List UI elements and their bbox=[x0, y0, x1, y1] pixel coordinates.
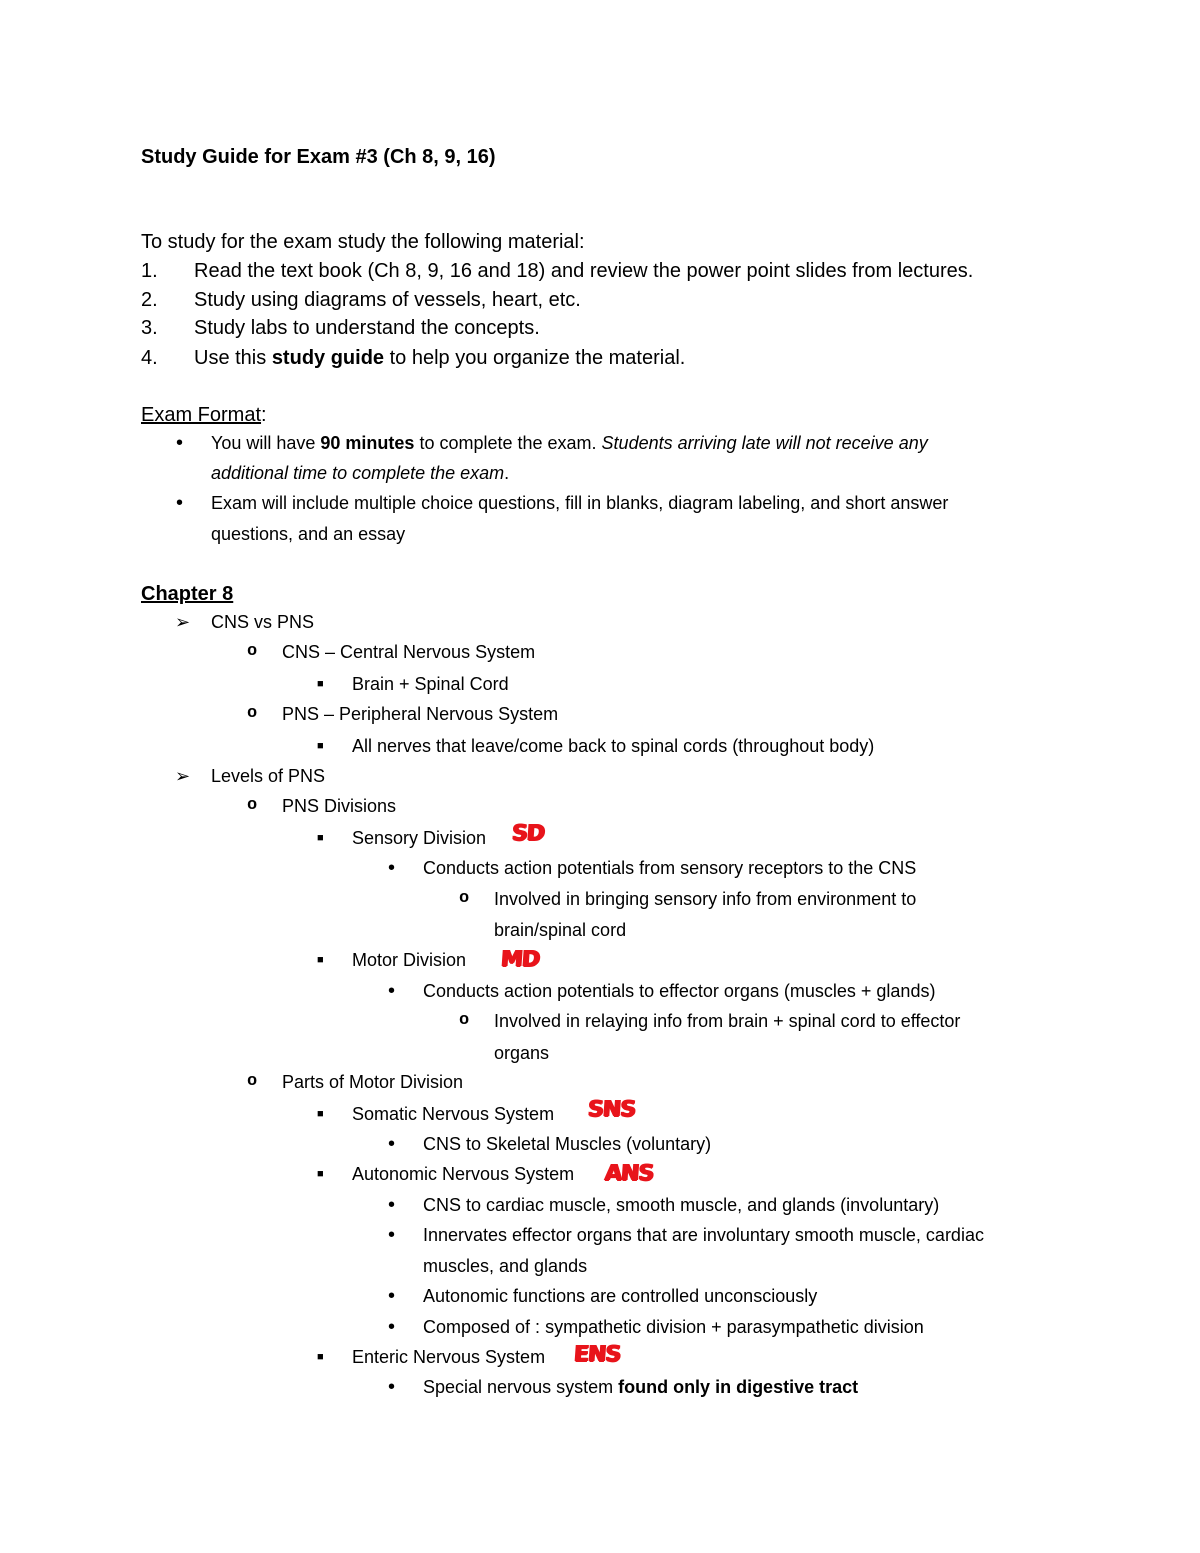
outline-item: Involved in bringing sensory info from environment to bbox=[494, 889, 917, 909]
bullet-dot-icon: • bbox=[388, 1194, 396, 1216]
outline-item: Enteric Nervous System bbox=[352, 1347, 546, 1367]
bullet-dot-icon: • bbox=[176, 432, 184, 454]
circle-bullet-icon: o bbox=[247, 796, 258, 815]
circle-bullet-icon: o bbox=[247, 704, 258, 723]
square-bullet-icon: ■ bbox=[317, 678, 324, 690]
page-title: Study Guide for Exam #3 (Ch 8, 9, 16) bbox=[141, 146, 496, 168]
square-bullet-icon: ■ bbox=[317, 1168, 324, 1180]
outline-item: Brain + Spinal Cord bbox=[352, 674, 509, 694]
exam-format-item: You will have 90 minutes to complete the exam. Students arriving late will not receive any bbox=[211, 433, 928, 453]
outline-item: All nerves that leave/come back to spinal cords (throughout body) bbox=[352, 736, 875, 756]
step-number: 4. bbox=[141, 347, 158, 369]
exam-format-item-cont: questions, and an essay bbox=[211, 524, 406, 544]
bullet-dot-icon: • bbox=[388, 980, 396, 1002]
outline-item: Levels of PNS bbox=[211, 766, 326, 786]
outline-item: Autonomic Nervous System bbox=[352, 1164, 575, 1184]
bullet-dot-icon: • bbox=[388, 1285, 396, 1307]
arrow-bullet-icon: ➢ bbox=[175, 612, 191, 632]
intro-text: To study for the exam study the following material: bbox=[141, 231, 585, 253]
step-text: Read the text book (Ch 8, 9, 16 and 18) and review the power point slides from lectures. bbox=[194, 260, 974, 282]
step-number: 2. bbox=[141, 289, 158, 311]
outline-item: Somatic Nervous System bbox=[352, 1104, 555, 1124]
bullet-dot-icon: • bbox=[388, 1133, 396, 1155]
outline-item: Special nervous system found only in digestive tract bbox=[423, 1377, 859, 1397]
chapter-heading: Chapter 8 bbox=[141, 583, 234, 605]
bullet-dot-icon: • bbox=[388, 1376, 396, 1398]
handwritten-annotation: MD bbox=[500, 947, 541, 972]
circle-bullet-icon: o bbox=[459, 1011, 470, 1030]
outline-item: Autonomic functions are controlled unconsciously bbox=[423, 1286, 818, 1306]
outline-item: PNS – Peripheral Nervous System bbox=[282, 704, 559, 724]
outline-item: Conducts action potentials from sensory receptors to the CNS bbox=[423, 858, 917, 878]
circle-bullet-icon: o bbox=[247, 642, 258, 661]
outline-item: Involved in relaying info from brain + spinal cord to effector bbox=[494, 1011, 961, 1031]
outline-item: CNS to cardiac muscle, smooth muscle, and glands (involuntary) bbox=[423, 1195, 940, 1215]
handwritten-annotation: SD bbox=[511, 821, 546, 846]
outline-item: Sensory Division bbox=[352, 828, 487, 848]
outline-item: CNS – Central Nervous System bbox=[282, 642, 536, 662]
arrow-bullet-icon: ➢ bbox=[175, 766, 191, 786]
square-bullet-icon: ■ bbox=[317, 954, 324, 966]
outline-item: Composed of : sympathetic division + parasympathetic division bbox=[423, 1317, 924, 1337]
bullet-dot-icon: • bbox=[388, 857, 396, 879]
step-text: Study labs to understand the concepts. bbox=[194, 317, 540, 339]
outline-item: Motor Division bbox=[352, 950, 467, 970]
circle-bullet-icon: o bbox=[247, 1072, 258, 1091]
exam-format-heading: Exam Format: bbox=[141, 404, 267, 426]
handwritten-annotation: ANS bbox=[604, 1161, 655, 1186]
outline-item: Conducts action potentials to effector organs (muscles + glands) bbox=[423, 981, 936, 1001]
handwritten-annotation: SNS bbox=[587, 1097, 637, 1122]
circle-bullet-icon: o bbox=[459, 889, 470, 908]
outline-item: CNS to Skeletal Muscles (voluntary) bbox=[423, 1134, 712, 1154]
square-bullet-icon: ■ bbox=[317, 1108, 324, 1120]
outline-item: Parts of Motor Division bbox=[282, 1072, 464, 1092]
outline-item: CNS vs PNS bbox=[211, 612, 315, 632]
bullet-dot-icon: • bbox=[176, 492, 184, 514]
handwritten-annotation: ENS bbox=[573, 1342, 622, 1367]
exam-format-item: Exam will include multiple choice questions, fill in blanks, diagram labeling, and short answer bbox=[211, 493, 949, 513]
step-number: 3. bbox=[141, 317, 158, 339]
square-bullet-icon: ■ bbox=[317, 832, 324, 844]
step-text: Use this study guide to help you organize the material. bbox=[194, 347, 686, 369]
outline-item-cont: organs bbox=[494, 1043, 550, 1063]
bullet-dot-icon: • bbox=[388, 1316, 396, 1338]
square-bullet-icon: ■ bbox=[317, 1351, 324, 1363]
square-bullet-icon: ■ bbox=[317, 740, 324, 752]
bullet-dot-icon: • bbox=[388, 1224, 396, 1246]
step-number: 1. bbox=[141, 260, 158, 282]
step-text: Study using diagrams of vessels, heart, etc. bbox=[194, 289, 581, 311]
outline-item-cont: brain/spinal cord bbox=[494, 920, 627, 940]
outline-item: PNS Divisions bbox=[282, 796, 397, 816]
outline-item: Innervates effector organs that are involuntary smooth muscle, cardiac bbox=[423, 1225, 984, 1245]
exam-format-item-cont: additional time to complete the exam. bbox=[211, 463, 510, 483]
outline-item-cont: muscles, and glands bbox=[423, 1256, 588, 1276]
